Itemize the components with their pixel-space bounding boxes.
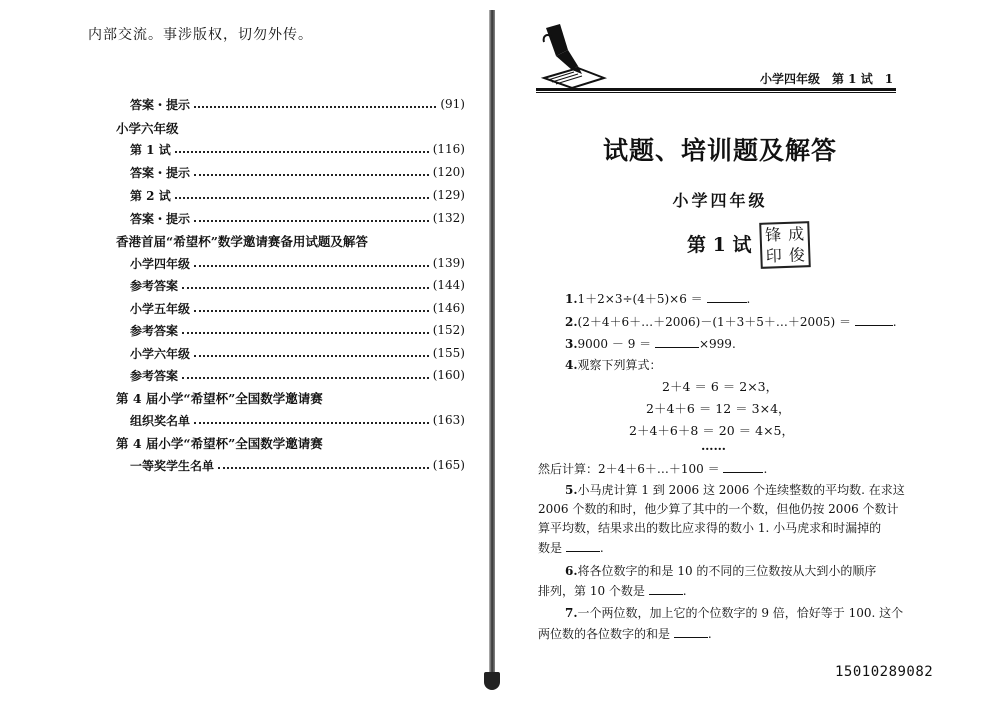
- question-text: (2＋4＋6＋…＋2006)－(1＋3＋5＋…＋2005) ＝: [577, 315, 851, 329]
- question-end: .: [763, 462, 768, 476]
- question-text: 一个两位数，加上它的个位数字的 9 倍，恰好等于 100. 这个: [577, 606, 904, 620]
- toc-heading: 小学六年级: [116, 121, 179, 136]
- question-3: [565, 335, 736, 352]
- question-end: .: [892, 315, 897, 329]
- toc-row[interactable]: [130, 364, 465, 386]
- question-4: [565, 356, 662, 373]
- question-text: 数是: [538, 541, 563, 555]
- answer-blank[interactable]: [707, 290, 747, 303]
- toc-page: (155): [432, 346, 465, 360]
- toc-label: 参考答案: [130, 368, 179, 383]
- answer-blank[interactable]: [649, 582, 683, 595]
- toc-row[interactable]: [130, 184, 465, 206]
- question-text: ×999.: [698, 337, 736, 351]
- question-text: 排列，第 10 个数是: [538, 584, 645, 598]
- toc-row[interactable]: [130, 252, 465, 274]
- question-end: .: [707, 627, 712, 641]
- watermark-text: 内部交流。事涉版权，切勿外传。: [88, 27, 313, 43]
- toc-leader-dots: [194, 174, 429, 176]
- question-number: 4.: [565, 358, 578, 372]
- seal-stamp: [759, 221, 811, 269]
- toc-leader-dots: [194, 355, 429, 357]
- toc-leader-dots: [175, 151, 429, 153]
- question-6: [565, 562, 876, 579]
- toc-heading: 第 4 届小学“希望杯”全国数学邀请赛: [116, 391, 323, 406]
- toc-label: 组织奖名单: [130, 413, 191, 428]
- toc-label: 第 1 试: [130, 142, 171, 157]
- toc-page: (163): [432, 413, 465, 427]
- toc-leader-dots: [218, 467, 429, 469]
- question-number: 3.: [565, 337, 578, 351]
- header-rule: [536, 88, 896, 91]
- question-end: .: [599, 541, 604, 555]
- question-2: [565, 313, 897, 330]
- toc-leader-dots: [194, 310, 429, 312]
- toc-label: 第 2 试: [130, 188, 171, 203]
- question-number: 7.: [565, 606, 578, 620]
- book-spine: [489, 10, 495, 682]
- toc-label: 答案・提示: [130, 97, 191, 112]
- toc-page: (139): [432, 256, 465, 270]
- toc-page: (129): [432, 188, 465, 202]
- toc-row[interactable]: [130, 454, 465, 476]
- toc-label: 答案・提示: [130, 165, 191, 180]
- toc-page: (146): [432, 301, 465, 315]
- toc-label: 小学四年级: [130, 256, 191, 271]
- equation-line: 2＋4＋6 ＝ 12 ＝ 3×4，: [646, 401, 791, 416]
- toc-leader-dots: [182, 332, 429, 334]
- question-1: [565, 290, 750, 307]
- toc-row[interactable]: [130, 297, 465, 319]
- question-text: 1＋2×3÷(4＋5)×6 ＝: [577, 292, 703, 306]
- toc-leader-dots: [175, 197, 429, 199]
- toc-label: 小学六年级: [130, 346, 191, 361]
- question-6-line: [538, 582, 687, 599]
- toc-page: (116): [432, 142, 465, 156]
- stamp-char: 俊: [788, 245, 806, 265]
- toc-page: (144): [432, 278, 465, 292]
- question-number: 2.: [565, 315, 578, 329]
- question-4-tail: [538, 460, 767, 477]
- stamp-char: 锋: [764, 225, 782, 245]
- toc-leader-dots: [194, 220, 429, 222]
- toc-page: (91): [440, 97, 465, 111]
- question-text: 9000 － 9 ＝: [577, 337, 652, 351]
- toc-leader-dots: [194, 106, 436, 108]
- toc-page: (160): [432, 368, 465, 382]
- toc-row[interactable]: [130, 319, 465, 341]
- answer-blank[interactable]: [655, 335, 699, 348]
- question-7-line: [538, 625, 712, 642]
- question-number: 5.: [565, 483, 578, 497]
- toc-row[interactable]: [130, 409, 465, 431]
- question-text: 观察下列算式：: [577, 358, 662, 372]
- toc-leader-dots: [182, 287, 429, 289]
- toc-row[interactable]: [130, 138, 465, 160]
- toc-leader-dots: [194, 422, 429, 424]
- ellipsis: ……: [701, 438, 726, 453]
- toc-page: (120): [432, 165, 465, 179]
- toc-leader-dots: [182, 377, 429, 379]
- test-title: 第 1 试: [687, 234, 752, 256]
- toc-label: 参考答案: [130, 323, 179, 338]
- equation-line: 2＋4 ＝ 6 ＝ 2×3，: [662, 379, 779, 394]
- toc-page: (165): [432, 458, 465, 472]
- running-header: 小学四年级 第 1 试 1: [760, 72, 894, 86]
- answer-blank[interactable]: [566, 539, 600, 552]
- question-number: 6.: [565, 564, 578, 578]
- footer-number: 15010289082: [835, 664, 934, 680]
- answer-blank[interactable]: [723, 460, 763, 473]
- question-text: 两位数的各位数字的和是: [538, 627, 671, 641]
- question-end: .: [746, 292, 751, 306]
- answer-blank[interactable]: [674, 625, 708, 638]
- question-text: 将各位数字的和是 10 的不同的三位数按从大到小的顺序: [577, 564, 877, 578]
- toc-label: 参考答案: [130, 278, 179, 293]
- section-title: 小学四年级: [672, 191, 768, 210]
- toc-heading: 第 4 届小学“希望杯”全国数学邀请赛: [116, 436, 323, 451]
- toc-leader-dots: [194, 265, 429, 267]
- answer-blank[interactable]: [855, 313, 893, 326]
- question-7: [565, 604, 903, 621]
- question-text: 小马虎计算 1 到 2006 这 2006 个连续整数的平均数. 在求这: [577, 483, 905, 497]
- toc-heading: 香港首届“希望杯”数学邀请赛备用试题及解答: [116, 234, 368, 249]
- page-title: 试题、培训题及解答: [602, 136, 837, 165]
- question-number: 1.: [565, 292, 578, 306]
- question-5: [565, 481, 905, 498]
- stamp-char: 印: [765, 246, 783, 266]
- question-5-line: 算平均数，结果求出的数比应求得的数小 1. 小马虎求和时漏掉的: [538, 521, 882, 535]
- toc-page: (132): [432, 211, 465, 225]
- question-5-line: [538, 539, 604, 556]
- toc-row[interactable]: [130, 161, 465, 183]
- equation-line: 2＋4＋6＋8 ＝ 20 ＝ 4×5，: [629, 423, 794, 438]
- question-5-line: 2006 个数的和时，他少算了其中的一个数，但他仍按 2006 个数计: [538, 502, 899, 516]
- writing-hand-icon: [538, 20, 610, 92]
- header-rule: [536, 92, 896, 93]
- toc-row[interactable]: [130, 207, 465, 229]
- toc-row[interactable]: [130, 274, 465, 296]
- stamp-char: 成: [787, 224, 805, 244]
- question-end: .: [682, 584, 687, 598]
- toc-label: 答案・提示: [130, 211, 191, 226]
- toc-label: 小学五年级: [130, 301, 191, 316]
- toc-page: (152): [432, 323, 465, 337]
- toc-row[interactable]: [130, 342, 465, 364]
- question-text: 然后计算：2＋4＋6＋…＋100 ＝: [538, 462, 720, 476]
- toc-label: 一等奖学生名单: [130, 458, 215, 473]
- book-spine-base: [484, 672, 500, 690]
- toc-row[interactable]: [130, 93, 465, 115]
